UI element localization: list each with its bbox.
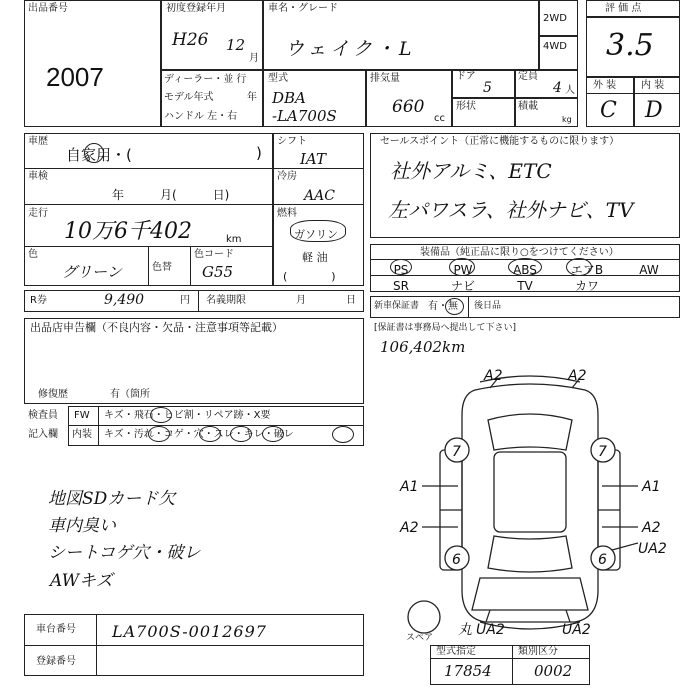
model-value-1: DBA bbox=[272, 89, 306, 107]
color-value: グリーン bbox=[62, 263, 122, 281]
chassis-label: 車台番号 bbox=[36, 624, 76, 635]
interior-label: 内 装 bbox=[641, 80, 665, 91]
recycle-box bbox=[24, 290, 364, 312]
interior-items: キズ・汚れ・コゲ・穴・スレ・キレ・破レ bbox=[104, 429, 294, 440]
repair-value: 有（箇所 bbox=[110, 389, 150, 400]
history-label: 車歴 bbox=[28, 136, 48, 147]
equip-tv: TV bbox=[517, 279, 533, 293]
class-value: 0002 bbox=[534, 662, 573, 680]
notes-value: 106,402km bbox=[380, 338, 466, 356]
history-close: ) bbox=[256, 144, 262, 162]
load-label: 積載 bbox=[518, 101, 538, 112]
load-unit: kg bbox=[562, 115, 572, 124]
arrow-bottom-left bbox=[486, 610, 490, 622]
inspector-label-2: 記入欄 bbox=[28, 429, 58, 440]
inspector-split bbox=[98, 406, 99, 446]
car-lower-body bbox=[472, 578, 588, 610]
chassis-mid bbox=[24, 645, 364, 646]
first-reg-month: 12 bbox=[226, 36, 246, 54]
lot-number: 2007 bbox=[46, 62, 104, 92]
mark-right-lower: UA2 bbox=[638, 541, 667, 557]
displacement-label: 排気量 bbox=[370, 73, 400, 84]
model-year-label: モデル年式 bbox=[164, 92, 214, 103]
recycle-unit: 円 bbox=[180, 295, 190, 306]
spare-label: スペア bbox=[406, 633, 434, 642]
car-diagram bbox=[380, 360, 680, 642]
int-hole-circle bbox=[230, 426, 252, 442]
car-windshield bbox=[488, 414, 572, 450]
equip-airbag: エアB bbox=[570, 263, 604, 277]
mark-bottom-prefix: 丸 bbox=[458, 622, 472, 638]
mark-front-right: A2 bbox=[568, 368, 587, 384]
score-label: 評 価 点 bbox=[605, 3, 642, 14]
deadline-day: 日 bbox=[346, 295, 356, 306]
mark-left-upper: A1 bbox=[400, 479, 419, 495]
score-split bbox=[633, 76, 635, 127]
int-dirt-circle bbox=[148, 426, 170, 442]
shift-value: IAT bbox=[300, 150, 326, 168]
type-value: 17854 bbox=[444, 662, 492, 680]
recycle-label: R券 bbox=[30, 295, 47, 306]
chassis-split bbox=[96, 614, 97, 676]
equip-abs-circle bbox=[508, 258, 542, 276]
color-code-value: G55 bbox=[202, 263, 234, 281]
inspector-label-1: 検査員 bbox=[28, 410, 58, 421]
shift-line2 bbox=[273, 204, 364, 205]
drive-mid bbox=[538, 35, 578, 37]
fuel-gasoline: ガソリン bbox=[294, 228, 338, 241]
inspection-label: 車検 bbox=[28, 171, 48, 182]
equip-navi: ナビ bbox=[450, 279, 475, 293]
spare-tyre bbox=[408, 601, 440, 633]
reg-label: 登録番号 bbox=[36, 656, 76, 667]
equip-pw-circle bbox=[449, 258, 475, 276]
mark-right-upper: A1 bbox=[642, 479, 661, 495]
color-code-label: 色コード bbox=[194, 249, 234, 260]
equip-pw: PW bbox=[453, 263, 473, 277]
door-label: ドア bbox=[456, 71, 476, 82]
interior-grade: D bbox=[645, 98, 663, 123]
warranty-label: 新車保証書 bbox=[374, 301, 420, 311]
mark-right-mid: A2 bbox=[642, 520, 661, 536]
mileage-unit: km bbox=[226, 234, 242, 245]
sales-points-label: セールスポイント（正常に機能するものに限ります） bbox=[380, 136, 620, 147]
warranty-next: 後日品 bbox=[474, 301, 502, 311]
repair-label: 修復歴 bbox=[38, 389, 68, 400]
first-reg-month-unit: 月 bbox=[249, 53, 259, 64]
equip-sr: SR bbox=[393, 279, 409, 293]
history-value: 自家用・( bbox=[66, 146, 132, 164]
fuel-paren: ( ) bbox=[283, 270, 336, 283]
door-split bbox=[514, 70, 516, 98]
color-change-label: 色替 bbox=[152, 262, 172, 273]
fuel-label: 燃料 bbox=[277, 208, 297, 219]
declaration-label: 出品店申告欄（不良内容・欠品・注意事項等記載） bbox=[30, 321, 283, 334]
model-value-2: -LA700S bbox=[272, 107, 337, 125]
history-line1 bbox=[24, 168, 273, 169]
car-roof bbox=[494, 452, 566, 532]
equipment-row2 bbox=[370, 277, 680, 294]
mark-bottom-left: UA2 bbox=[476, 622, 505, 638]
ac-value: AAC bbox=[304, 188, 335, 204]
inspector-interior-label: 内装 bbox=[72, 429, 92, 440]
score-ext-line bbox=[586, 93, 680, 94]
capacity-unit: 人 bbox=[565, 85, 575, 96]
wheel-rr-label: 6 bbox=[598, 552, 607, 568]
handwritten-note-3: シートコゲ穴・破レ bbox=[48, 543, 201, 563]
arrow-right-lower bbox=[612, 543, 638, 550]
name-grade-label: 車名・グレード bbox=[268, 3, 338, 14]
int-wear-circle bbox=[262, 426, 284, 442]
warranty-split bbox=[468, 296, 469, 318]
equip-aw: AW bbox=[639, 263, 659, 277]
equip-leather: カワ bbox=[574, 279, 599, 293]
type-split bbox=[512, 645, 513, 685]
fuel-diesel: 軽 油 bbox=[302, 251, 328, 264]
ac-label: 冷房 bbox=[277, 171, 297, 182]
sales-points-line2: 左パワスラ、社外ナビ、TV bbox=[388, 198, 634, 222]
handwritten-note-4: AWキズ bbox=[50, 571, 113, 591]
first-reg-label: 初度登録年月 bbox=[166, 3, 226, 14]
model-year-unit: 年 bbox=[247, 92, 257, 103]
displacement-unit: cc bbox=[434, 113, 445, 124]
first-reg-year: H26 bbox=[172, 30, 209, 50]
dealer-label: ディーラー・並 行 bbox=[164, 74, 247, 85]
shift-label: シフト bbox=[277, 136, 307, 147]
notes-label: [保証書は事務局へ提出して下さい] bbox=[374, 323, 517, 333]
wheel-fl-label: 7 bbox=[452, 444, 461, 460]
color-code-split bbox=[190, 246, 191, 286]
capacity-value: 4 bbox=[553, 80, 562, 96]
arrow-bottom-right bbox=[566, 610, 570, 622]
history-line2 bbox=[24, 204, 273, 205]
equip-ps-circle bbox=[390, 259, 412, 275]
type-mid bbox=[430, 658, 590, 659]
mark-front-left: A2 bbox=[484, 368, 503, 384]
drive-2wd: 2WD bbox=[543, 13, 567, 24]
mileage-value: 10万6千402 bbox=[64, 219, 192, 244]
car-body-outline bbox=[462, 384, 598, 622]
model-label: 型式 bbox=[268, 73, 288, 84]
handwritten-note-1: 地図SDカード欠 bbox=[48, 489, 176, 509]
shape-split bbox=[514, 97, 516, 127]
equip-ps: PS bbox=[393, 263, 409, 277]
exterior-grade: C bbox=[600, 98, 617, 123]
deadline-month: 月 bbox=[296, 295, 306, 306]
mileage-label: 走行 bbox=[28, 208, 48, 219]
inspection-line: 年 月( 日) bbox=[112, 188, 230, 202]
score-value: 3.5 bbox=[606, 28, 654, 63]
drive-4wd: 4WD bbox=[543, 41, 567, 52]
handle-label: ハンドル 左・右 bbox=[164, 111, 238, 122]
fw-chip-circle bbox=[150, 407, 172, 423]
inspector-mid bbox=[68, 425, 364, 426]
sales-points-line1: 社外アルミ、ETC bbox=[390, 159, 552, 183]
warranty-value: 有・無 bbox=[428, 301, 458, 312]
mark-left-lower: A2 bbox=[400, 520, 419, 536]
int-burn-circle bbox=[199, 426, 221, 442]
name-grade-value: ウェイク・L bbox=[285, 38, 416, 60]
wheel-fr-label: 7 bbox=[598, 444, 607, 460]
warranty-circle bbox=[445, 298, 464, 315]
int-tear-circle bbox=[332, 426, 354, 443]
shift-line1 bbox=[273, 168, 364, 169]
equip-airbag-circle bbox=[566, 258, 592, 276]
door-value: 5 bbox=[483, 80, 492, 96]
color-label: 色 bbox=[28, 249, 38, 260]
car-rear-window bbox=[488, 536, 572, 572]
score-top-line bbox=[586, 16, 680, 18]
fw-items: キズ・飛石・ヒビ割・リペア跡・X要 bbox=[104, 410, 271, 421]
color-split bbox=[148, 246, 149, 286]
recycle-split bbox=[198, 290, 199, 312]
chassis-value: LA700S-0012697 bbox=[112, 622, 267, 641]
exterior-label: 外 装 bbox=[593, 80, 617, 91]
fw-label: FW bbox=[74, 410, 90, 421]
fuel-selected-circle bbox=[290, 220, 346, 242]
class-label: 類別区分 bbox=[518, 646, 558, 657]
equipment-label: 装備品（純正品に限り○をつけてください） bbox=[420, 247, 619, 258]
shape-label: 形状 bbox=[456, 101, 476, 112]
lot-label: 出品番号 bbox=[28, 3, 68, 14]
history-selected-circle bbox=[84, 143, 104, 163]
wheel-rl-label: 6 bbox=[452, 552, 461, 568]
recycle-value: 9,490 bbox=[104, 292, 145, 308]
mark-bottom-right: UA2 bbox=[562, 622, 591, 638]
handwritten-note-2: 車内臭い bbox=[48, 516, 116, 536]
capacity-label: 定員 bbox=[518, 71, 538, 82]
equip-abs: ABS bbox=[513, 263, 537, 277]
deadline-label: 名義期限 bbox=[206, 295, 246, 306]
displacement-value: 660 bbox=[392, 97, 425, 117]
type-label: 型式指定 bbox=[436, 646, 476, 657]
